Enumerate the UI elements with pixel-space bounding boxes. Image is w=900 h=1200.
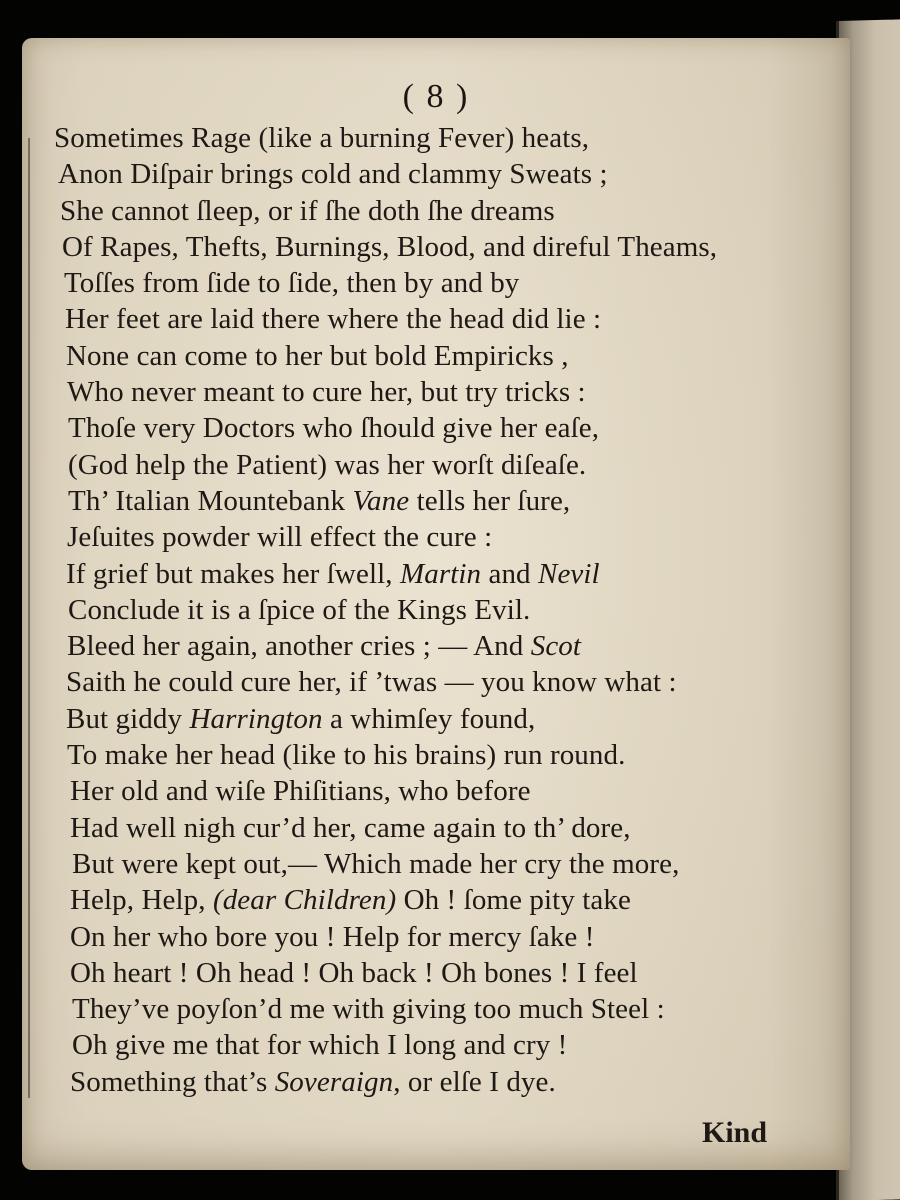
line-text: Jeſuites powder will effect the cure : xyxy=(67,521,493,554)
line-text: Her old and wiſe Phiſitians, who before xyxy=(70,775,531,808)
poem-line xyxy=(32,810,822,846)
line-text: Toſſes from ſide to ſide, then by and by xyxy=(64,267,520,300)
line-text: On her who bore you ! Help for mercy ſake ! xyxy=(70,920,595,953)
poem-line xyxy=(32,737,822,773)
line-text: Had well nigh cur’d her, came again to th’ dore, xyxy=(70,811,631,844)
poem-line xyxy=(32,1027,822,1063)
line-text: tells her ſure, xyxy=(409,484,571,517)
poem-line xyxy=(32,991,822,1027)
line-text: To make her head (like to his brains) run round. xyxy=(67,739,626,772)
line-text: Oh heart ! Oh head ! Oh back ! Oh bones ! I feel xyxy=(70,956,638,989)
line-text: and xyxy=(481,557,539,590)
line-text: Thoſe very Doctors who ſhould give her eaſe, xyxy=(68,412,600,445)
poem-line xyxy=(32,701,822,737)
poem-line xyxy=(32,592,822,628)
poem-line xyxy=(32,120,822,156)
line-text: Anon Diſpair brings cold and clammy Sweats ; xyxy=(58,158,608,191)
italic-name: Harrington xyxy=(189,702,323,735)
poem-line xyxy=(32,483,822,519)
line-text: Who never meant to cure her, but try tricks : xyxy=(67,376,586,409)
line-text: But were kept out,— Which made her cry the more, xyxy=(72,847,680,880)
line-text: Of Rapes, Thefts, Burnings, Blood, and direful Theams, xyxy=(62,230,718,263)
page-number: ( 8 ) xyxy=(402,78,470,115)
line-text: They’ve poyſon’d me with giving too much Steel : xyxy=(72,993,665,1026)
catchword: Kind xyxy=(702,1116,768,1149)
line-text: Something that’s xyxy=(70,1065,275,1098)
poem-line xyxy=(32,301,822,337)
line-text: None can come to her but bold Empiricks , xyxy=(66,339,569,372)
line-text: Oh ! ſome pity take xyxy=(396,884,631,917)
poem-line xyxy=(32,628,822,664)
poem-line xyxy=(32,338,822,374)
line-text: a whimſey found, xyxy=(322,702,536,735)
line-text: Her feet are laid there where the head did lie : xyxy=(65,303,602,336)
line-text: , or elſe I dye. xyxy=(393,1065,556,1098)
poem-line xyxy=(32,265,822,301)
italic-name: Martin xyxy=(399,557,482,590)
poem-line xyxy=(32,410,822,446)
line-text: Th’ Italian Mountebank xyxy=(68,484,353,517)
poem-line xyxy=(32,955,822,991)
poem-line xyxy=(32,519,822,555)
poem-line xyxy=(32,156,822,192)
poem-line xyxy=(32,882,822,918)
poem-line xyxy=(32,1064,822,1100)
poem-line xyxy=(32,664,822,700)
italic-name: Soveraign xyxy=(274,1065,394,1098)
poem-line xyxy=(32,919,822,955)
line-text: She cannot ſleep, or if ſhe doth ſhe dreams xyxy=(60,194,555,227)
italic-name: Scot xyxy=(530,630,582,663)
book-page xyxy=(22,38,850,1170)
poem-line xyxy=(32,193,822,229)
line-text: Help, Help, xyxy=(70,884,213,917)
italic-name: Vane xyxy=(352,484,410,517)
line-text: Conclude it is a ſpice of the Kings Evil. xyxy=(68,593,531,626)
poem-line xyxy=(32,556,822,592)
poem-text xyxy=(32,120,822,1100)
line-text: If grief but makes her ſwell, xyxy=(66,557,400,590)
line-text: Bleed her again, another cries ; — And xyxy=(67,630,531,663)
line-text: Sometimes Rage (like a burning Fever) heats, xyxy=(54,122,590,154)
line-text: Saith he could cure her, if ’twas — you know what : xyxy=(66,666,677,699)
italic-name: (dear Children) xyxy=(212,884,397,917)
italic-name: Nevil xyxy=(538,557,600,590)
line-text: Oh give me that for which I long and cry ! xyxy=(72,1029,568,1062)
poem-line xyxy=(32,374,822,410)
poem-line xyxy=(32,229,822,265)
poem-line xyxy=(32,773,822,809)
line-text: But giddy xyxy=(66,702,190,735)
poem-line xyxy=(32,846,822,882)
poem-line xyxy=(32,447,822,483)
line-text: (God help the Patient) was her worſt diſeaſe. xyxy=(68,448,587,481)
